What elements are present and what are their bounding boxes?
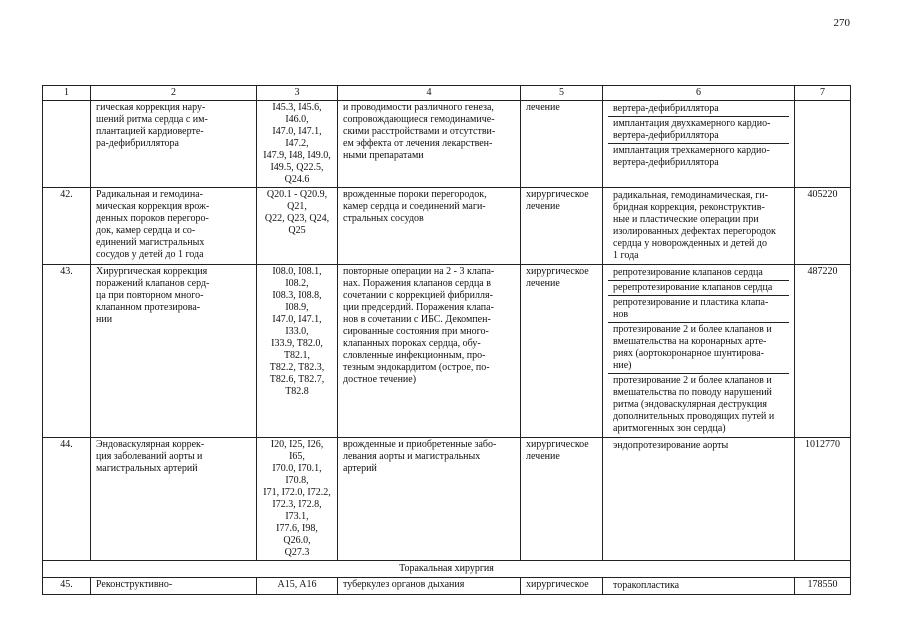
cell-line: Q27.3: [284, 547, 310, 558]
cell-line: клапанном протезирова-: [96, 302, 201, 313]
treatment-method: [608, 144, 789, 170]
section-title: Торакальная хирургия: [43, 561, 851, 578]
cell-line: хирургическое: [526, 266, 589, 277]
cell-line: ем эффекта от лечения лекарствен-: [343, 138, 493, 149]
cell-line: A15, A16: [277, 579, 317, 590]
cell-line: лечение: [526, 201, 560, 212]
cell-line: I71, I72.0, I72.2,: [263, 487, 331, 498]
diagnosis-codes-cell: [257, 101, 338, 188]
cell-line: репротезирование клапанов сердца: [613, 267, 763, 278]
cell-line: Радикальная и гемодина-: [96, 189, 203, 200]
table-row: [43, 578, 851, 595]
cell-line: нов в сочетании с ИБС. Декомпен-: [343, 314, 491, 325]
cell-line: протезирование 2 и более клапанов и: [613, 324, 772, 335]
cell-line: дополнительных проводящих путей и: [613, 411, 775, 422]
table-row: [43, 101, 851, 188]
cell-line: радикальная, гемодинамическая, ги-: [613, 190, 769, 201]
service-name-cell: [91, 101, 257, 188]
cell-line: единений магистральных: [96, 237, 205, 248]
diagnosis-codes-cell: [257, 188, 338, 265]
header-cell: 5: [521, 86, 603, 101]
row-number-cell: 44.: [43, 438, 91, 561]
treatment-method: [608, 439, 789, 453]
cell-line: Q25: [288, 225, 306, 236]
row-number-cell: 43.: [43, 265, 91, 438]
cell-line: аритмогенных зон сердца): [613, 423, 726, 434]
cell-line: ция заболеваний аорты и: [96, 451, 203, 462]
table-row: [43, 438, 851, 561]
diagnosis-codes-cell: [257, 578, 338, 595]
cost-cell: 487220: [795, 265, 851, 438]
cell-line: левания аорты и магистральных: [343, 451, 481, 462]
section-row: [43, 561, 851, 578]
cell-line: репротезирование и пластика клапа-: [613, 297, 769, 308]
cell-line: вмешательства на коронарных арте-: [613, 336, 767, 347]
cell-line: сированные состояния при много-: [343, 326, 489, 337]
diagnosis-codes-cell: [257, 438, 338, 561]
cell-line: нов: [613, 309, 629, 320]
cost-cell: 1012770: [795, 438, 851, 561]
cell-line: ние): [613, 360, 632, 371]
cell-line: хирургическое: [526, 579, 589, 590]
cell-line: ными препаратами: [343, 150, 424, 161]
cell-line: клапанных пороках сердца, обу-: [343, 338, 481, 349]
row-number-cell: 45.: [43, 578, 91, 595]
cost-cell: [795, 101, 851, 188]
cell-line: повторные операции на 2 - 3 клапа-: [343, 266, 495, 277]
header-cell: 7: [795, 86, 851, 101]
cell-line: риях (аортокоронарное шунтирова-: [613, 348, 765, 359]
cell-line: плантацией кардиоверте-: [96, 126, 204, 137]
cell-line: хирургическое: [526, 189, 589, 200]
cell-line: Q22, Q23, Q24,: [264, 213, 330, 224]
cell-line: Хирургическая коррекция: [96, 266, 208, 277]
condition-cell: [338, 265, 521, 438]
row-number-cell: [43, 101, 91, 188]
cell-line: бридная коррекция, реконструктив-: [613, 202, 765, 213]
cell-line: ции предсердий. Поражения клапа-: [343, 302, 494, 313]
treatment-type-cell: [521, 438, 603, 561]
cell-line: торакопластика: [613, 580, 680, 591]
header-cell: 6: [603, 86, 795, 101]
header-cell: 3: [257, 86, 338, 101]
cell-line: имплантация трехкамерного кардио-: [613, 145, 770, 156]
cell-line: протезирование 2 и более клапанов и: [613, 375, 772, 386]
cell-line: I77.6, I98, Q26.0,: [276, 523, 318, 546]
cell-line: T82.2, T82.3,: [269, 362, 325, 373]
table-header-row: [43, 86, 851, 101]
cell-line: T82.6, T82.7, T82.8: [269, 374, 325, 397]
cell-line: нии: [96, 314, 113, 325]
service-name-cell: [91, 438, 257, 561]
treatment-method: [608, 117, 789, 144]
treatment-methods-cell: [603, 438, 795, 561]
cell-line: и проводимости различного генеза,: [343, 102, 494, 113]
cell-line: хирургическое: [526, 439, 589, 450]
cell-line: I49.5, Q22.5, Q24.6: [270, 162, 324, 185]
header-cell: 2: [91, 86, 257, 101]
cell-line: достное течение): [343, 374, 417, 385]
cell-line: нах. Поражения клапанов сердца в: [343, 278, 491, 289]
treatment-methods-cell: [603, 265, 795, 438]
diagnosis-codes-cell: [257, 265, 338, 438]
row-number-cell: 42.: [43, 188, 91, 265]
cell-line: шений ритма сердца с им-: [96, 114, 208, 125]
cell-line: I47.9, I48, I49.0,: [263, 150, 331, 161]
cell-line: вертера-дефибриллятора: [613, 157, 719, 168]
table-row: [43, 188, 851, 265]
cell-line: лечение: [526, 102, 560, 113]
treatment-methods-cell: [603, 101, 795, 188]
treatment-method: [608, 281, 789, 296]
cell-line: сопровождающиеся гемодинамиче-: [343, 114, 495, 125]
service-name-cell: [91, 265, 257, 438]
cell-line: поражений клапанов серд-: [96, 278, 210, 289]
cell-line: I47.0, I47.1, I47.2,: [272, 126, 322, 149]
treatment-methods-cell: [603, 188, 795, 265]
cost-cell: 405220: [795, 188, 851, 265]
condition-cell: [338, 101, 521, 188]
treatment-method: [608, 296, 789, 323]
cell-line: сосудов у детей до 1 года: [96, 249, 204, 260]
treatment-method: [608, 579, 789, 593]
cell-line: ные и пластические операции при: [613, 214, 759, 225]
cell-line: изолированных дефектах перегородок: [613, 226, 776, 237]
header-cell: 4: [338, 86, 521, 101]
cell-line: I72.3, I72.8, I73.1,: [272, 499, 322, 522]
header-cell: 1: [43, 86, 91, 101]
cell-line: I70.0, I70.1, I70.8,: [272, 463, 322, 486]
cell-line: I47.0, I47.1, I33.0,: [272, 314, 322, 337]
service-name-cell: [91, 188, 257, 265]
cell-line: ца при повторном много-: [96, 290, 204, 301]
service-name-cell: [91, 578, 257, 595]
treatment-method: [608, 102, 789, 117]
treatment-method: [608, 266, 789, 281]
cell-line: эндопротезирование аорты: [613, 440, 729, 451]
treatment-methods-cell: [603, 578, 795, 595]
cell-line: 1 года: [613, 250, 639, 261]
cell-line: тезным эндокардитом (острое, по-: [343, 362, 490, 373]
page-number: 270: [833, 17, 850, 29]
cell-line: вертера-дефибриллятора: [613, 103, 719, 114]
treatment-type-cell: [521, 265, 603, 438]
cell-line: стральных сосудов: [343, 213, 424, 224]
cell-line: имплантация двухкамерного кардио-: [613, 118, 771, 129]
cell-line: лечение: [526, 451, 560, 462]
cell-line: скими расстройствами и отсутстви-: [343, 126, 496, 137]
cell-line: I45.3, I45.6, I46.0,: [272, 102, 322, 125]
cell-line: артерий: [343, 463, 377, 474]
cell-line: мическая коррекция врож-: [96, 201, 210, 212]
condition-cell: [338, 438, 521, 561]
cell-line: магистральных артерий: [96, 463, 198, 474]
cell-line: словленные инфекционным, про-: [343, 350, 486, 361]
treatment-type-cell: [521, 578, 603, 595]
treatment-method: [608, 374, 789, 436]
cell-line: врожденные и приобретенные забо-: [343, 439, 497, 450]
cell-line: Q20.1 - Q20.9, Q21,: [266, 189, 328, 212]
cell-line: I20, I25, I26, I65,: [270, 439, 324, 462]
cell-line: гическая коррекция нару-: [96, 102, 206, 113]
cost-cell: 178550: [795, 578, 851, 595]
medical-services-table: [42, 85, 851, 595]
treatment-method: [608, 323, 789, 374]
cell-line: Эндоваскулярная коррек-: [96, 439, 205, 450]
condition-cell: [338, 578, 521, 595]
treatment-type-cell: [521, 101, 603, 188]
cell-line: ра-дефибриллятора: [96, 138, 179, 149]
treatment-type-cell: [521, 188, 603, 265]
cell-line: ререпротезирование клапанов сердца: [613, 282, 773, 293]
cell-line: Реконструктивно-: [96, 579, 173, 590]
condition-cell: [338, 188, 521, 265]
cell-line: I08.3, I08.8, I08.9,: [272, 290, 322, 313]
cell-line: I08.0, I08.1, I08.2,: [272, 266, 322, 289]
cell-line: вертера-дефибриллятора: [613, 130, 719, 141]
cell-line: док, камер сердца и со-: [96, 225, 196, 236]
cell-line: сердца у новорожденных и детей до: [613, 238, 767, 249]
cell-line: врожденные пороки перегородок,: [343, 189, 487, 200]
cell-line: вмешательства по поводу нарушений: [613, 387, 772, 398]
cell-line: лечение: [526, 278, 560, 289]
cell-line: сочетании с коррекцией фибрилля-: [343, 290, 493, 301]
cell-line: I33.9, T82.0, T82.1,: [271, 338, 323, 361]
table-row: [43, 265, 851, 438]
cell-line: ритма (эндоваскулярная деструкция: [613, 399, 767, 410]
cell-line: денных пороков перегоро-: [96, 213, 209, 224]
cell-line: туберкулез органов дыхания: [343, 579, 465, 590]
cell-line: камер сердца и соединений маги-: [343, 201, 486, 212]
treatment-method: [608, 189, 789, 263]
